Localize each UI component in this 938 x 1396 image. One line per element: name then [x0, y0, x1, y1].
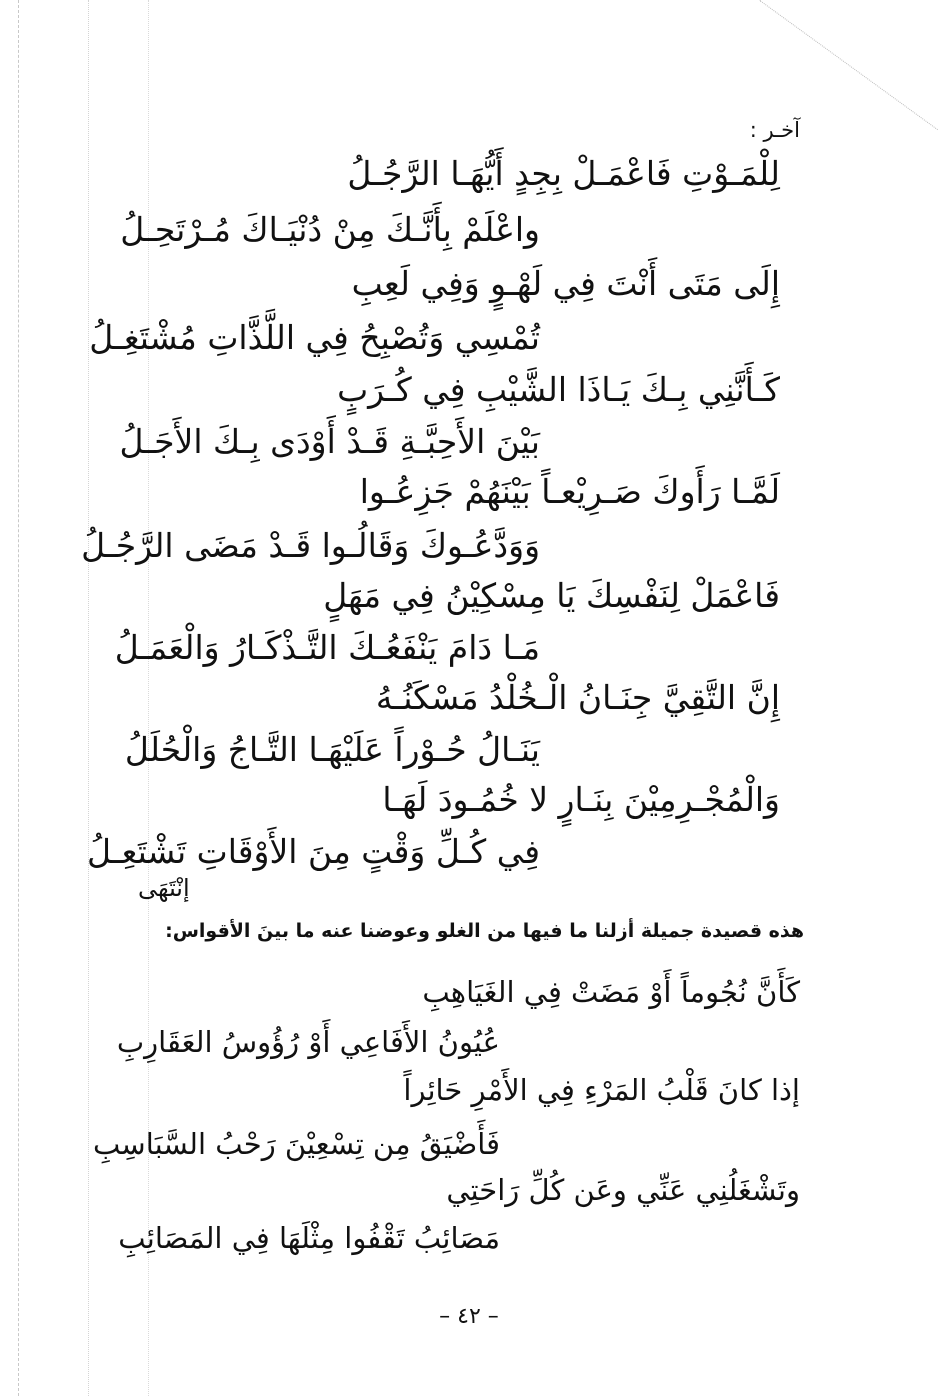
- poem-verse: واعْلَمْ بِأَنَّـكَ مِنْ دُنْيَـاكَ مُـرْتَحِـلُ: [120, 210, 540, 249]
- poem-verse: لَمَّـا رَأَوكَ صَـرِيْعـاً بَيْنَهُمْ جَزِعُـوا: [359, 472, 780, 511]
- poem-verse: عُيُونُ الأَفَاعِي أَوْ رُؤُوسُ العَقَارِبِ: [116, 1025, 500, 1059]
- section-heading: آخـر :: [749, 118, 800, 142]
- poem-verse: فِي كُـلِّ وَقْتٍ مِنَ الأَوْقَاتِ تَشْتَعِـلُ: [87, 832, 540, 871]
- poem-verse: مَـا دَامَ يَنْفَعُـكَ التَّـذْكَـارُ وَالْعَمَـلُ: [114, 628, 540, 667]
- poem-verse: لِلْمَـوْتِ فَاعْمَـلْ بِجِدٍ أَيُّهَـا الرَّجُـلُ: [347, 154, 780, 193]
- poem-verse: إذا كانَ قَلْبُ المَرْءِ فِي الأَمْرِ حَائِراً: [403, 1073, 800, 1107]
- poem-verse: وَالْمُجْـرِمِيْنَ بِنَـارٍ لا خُمُـودَ لَهَـا: [382, 780, 780, 819]
- poem-verse: يَنَـالُ حُـوْراً عَلَيْهَـا التَّـاجُ وَالْحُلَلُ: [124, 730, 540, 769]
- page-number: – ٤٢ –: [439, 1304, 499, 1329]
- intro-paragraph: هذه قصيدة جميلة أزلنا ما فيها من الغلو وعوضنا عنه ما بينَ الأقواس:: [165, 920, 804, 942]
- poem-verse: وتَشْغَلُنِي عَنِّي وعَن كُلِّ رَاحَتِي: [446, 1173, 800, 1207]
- poem-ending: إنْتَهَى: [138, 874, 190, 902]
- poem-verse: فَأَضْيَقُ مِن تِسْعِيْنَ رَحْبُ السَّبَاسِبِ: [92, 1127, 500, 1161]
- poem-verse: تُمْسِي وَتُصْبِحُ فِي اللَّذَّاتِ مُشْتَغِـلُ: [89, 318, 540, 357]
- scan-edge-line: [88, 0, 89, 1396]
- poem-verse: إِنَّ التَّقِيَّ جِنَـانُ الْـخُلْدُ مَسْكَنُـهُ: [375, 678, 780, 717]
- poem-verse: بَيْنَ الأَحِبَّـةِ قَـدْ أَوْدَى بِـكَ الأَجَـلُ: [119, 422, 540, 461]
- poem-verse: إِلَى مَتَى أَنْتَ فِي لَهْـوٍ وَفِي لَعِبِ: [351, 264, 780, 303]
- poem-verse: فَاعْمَلْ لِنَفْسِكَ يَا مِسْكِيْنُ فِي مَهَلٍ: [323, 576, 780, 615]
- scan-edge-line: [18, 0, 19, 1396]
- poem-verse: وَوَدَّعُـوكَ وَقَالُـوا قَـدْ مَضَى الرَّجُـلُ: [81, 526, 540, 565]
- poem-verse: كَأَنَّ نُجُوماً أَوْ مَضَتْ فِي الغَيَاهِبِ: [422, 975, 800, 1009]
- poem-verse: مَصَائِبُ تَقْفُوا مِثْلَهَا فِي المَصَائِبِ: [118, 1221, 500, 1255]
- poem-verse: كَـأَنَّنِي بِـكَ يَـاذَا الشَّيْبِ فِي كُـرَبٍ: [337, 370, 780, 409]
